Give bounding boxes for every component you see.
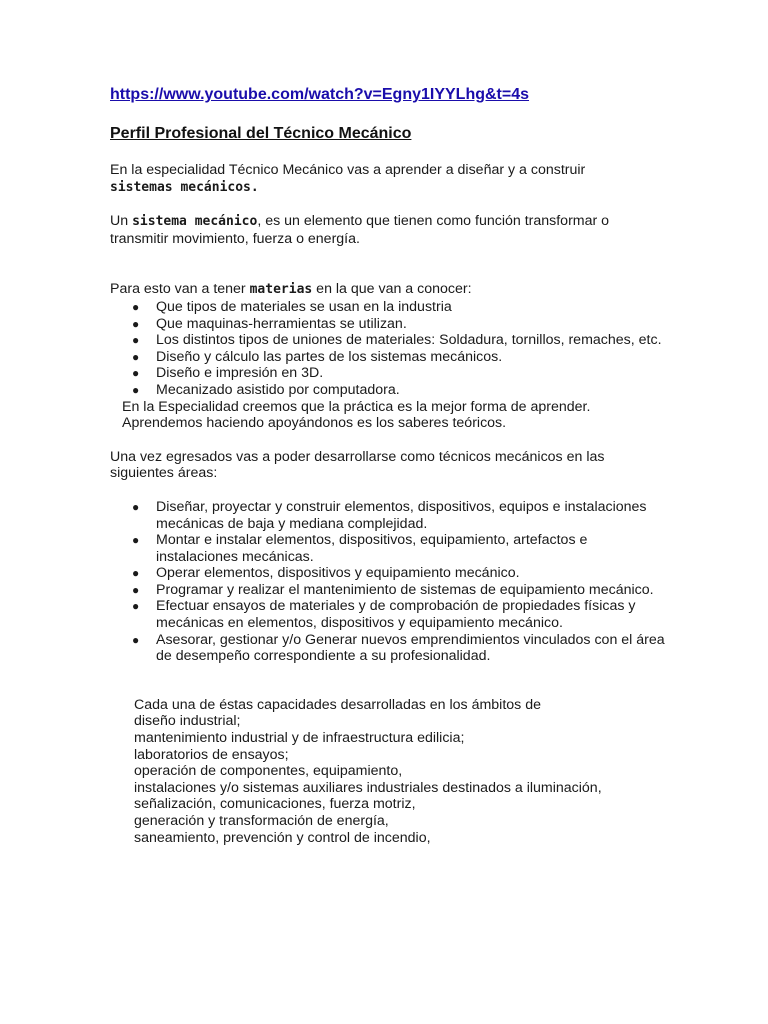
capacidades-line: Cada una de éstas capacidades desarrolladas en los ámbitos de xyxy=(134,696,541,713)
document-page xyxy=(110,86,670,846)
areas-list xyxy=(110,499,670,665)
capacidades-line: laboratorios de ensayos; xyxy=(134,746,289,763)
definition-paragraph xyxy=(110,213,670,247)
list-item: ● Que maquinas-herramientas se utilizan. xyxy=(156,316,670,333)
capacidades-line: instalaciones y/o sistemas auxiliares industriales destinados a iluminación, xyxy=(134,779,602,796)
list-item: ● Diseñar, proyectar y construir elementos, dispositivos, equipos e instalaciones mecánicas de baja y mediana complejidad. xyxy=(156,499,670,532)
definition-rest-1: , es un elemento que tienen como función transformar o xyxy=(257,213,610,230)
capacidades-block xyxy=(110,697,670,846)
spacer xyxy=(110,665,670,697)
capacidades-line: saneamiento, prevención y control de incendio, xyxy=(134,829,431,846)
list-item: ● Los distintos tipos de uniones de materiales: Soldadura, tornillos, remaches, etc. xyxy=(156,332,670,349)
capacidades-line: diseño industrial; xyxy=(134,713,241,730)
list-item: ● Programar y realizar el mantenimiento de sistemas de equipamiento mecánico. xyxy=(156,582,670,599)
intro-paragraph xyxy=(110,162,670,196)
list-item: ● Operar elementos, dispositivos y equipamiento mecánico. xyxy=(156,565,670,582)
list-item: ● Diseño e impresión en 3D. xyxy=(156,365,670,382)
definition-rest-2: transmitir movimiento, fuerza o energía. xyxy=(110,230,360,247)
definition-bold: sistema mecánico xyxy=(132,214,258,230)
capacidades-line: señalización, comunicaciones, fuerza motriz, xyxy=(134,796,416,813)
materias-lead: Para esto van a tener xyxy=(110,281,246,298)
definition-lead: Un xyxy=(110,213,129,230)
list-item: ● Montar e instalar elementos, dispositivos, equipamiento, artefactos e instalaciones mecánicas. xyxy=(156,532,670,565)
materias-bold: materias xyxy=(249,282,313,298)
practice-line-2: Aprendemos haciendo apoyándonos es los saberes teóricos. xyxy=(122,415,507,432)
list-item: ● Diseño y cálculo las partes de los sistemas mecánicos. xyxy=(156,349,670,366)
capacidades-line: operación de componentes, equipamiento, xyxy=(134,763,403,780)
materias-intro xyxy=(110,281,670,299)
materias-rest: en la que van a conocer: xyxy=(312,281,472,298)
list-item: ● Que tipos de materiales se usan en la industria xyxy=(156,299,670,316)
youtube-link[interactable]: https://www.youtube.com/watch?v=Egny1IYYLhg&t=4s xyxy=(110,86,530,103)
list-item: ● Asesorar, gestionar y/o Generar nuevos emprendimientos vinculados con el área de desempeño correspondiente a su profesionalidad. xyxy=(156,632,670,665)
capacidades-line: generación y transformación de energía, xyxy=(134,813,389,829)
intro-bold: sistemas mecánicos. xyxy=(110,179,259,195)
intro-text: En la especialidad Técnico Mecánico vas a aprender a diseñar y a construir xyxy=(110,162,586,178)
practice-paragraph xyxy=(110,399,670,432)
areas-intro: Una vez egresados vas a poder desarrollarse como técnicos mecánicos en las siguientes áreas: xyxy=(110,448,605,482)
practice-line-1: En la Especialidad creemos que la práctica es la mejor forma de aprender. xyxy=(122,398,591,415)
list-item: ● Efectuar ensayos de materiales y de comprobación de propiedades físicas y mecánicas en elementos, dispositivos y equipamiento mecánico. xyxy=(156,598,670,631)
list-item: ● Mecanizado asistido por computadora. xyxy=(156,382,670,399)
materias-list xyxy=(110,299,670,399)
capacidades-line: mantenimiento industrial y de infraestructura edilicia; xyxy=(134,730,465,747)
page-title: Perfil Profesional del Técnico Mecánico xyxy=(110,125,412,142)
